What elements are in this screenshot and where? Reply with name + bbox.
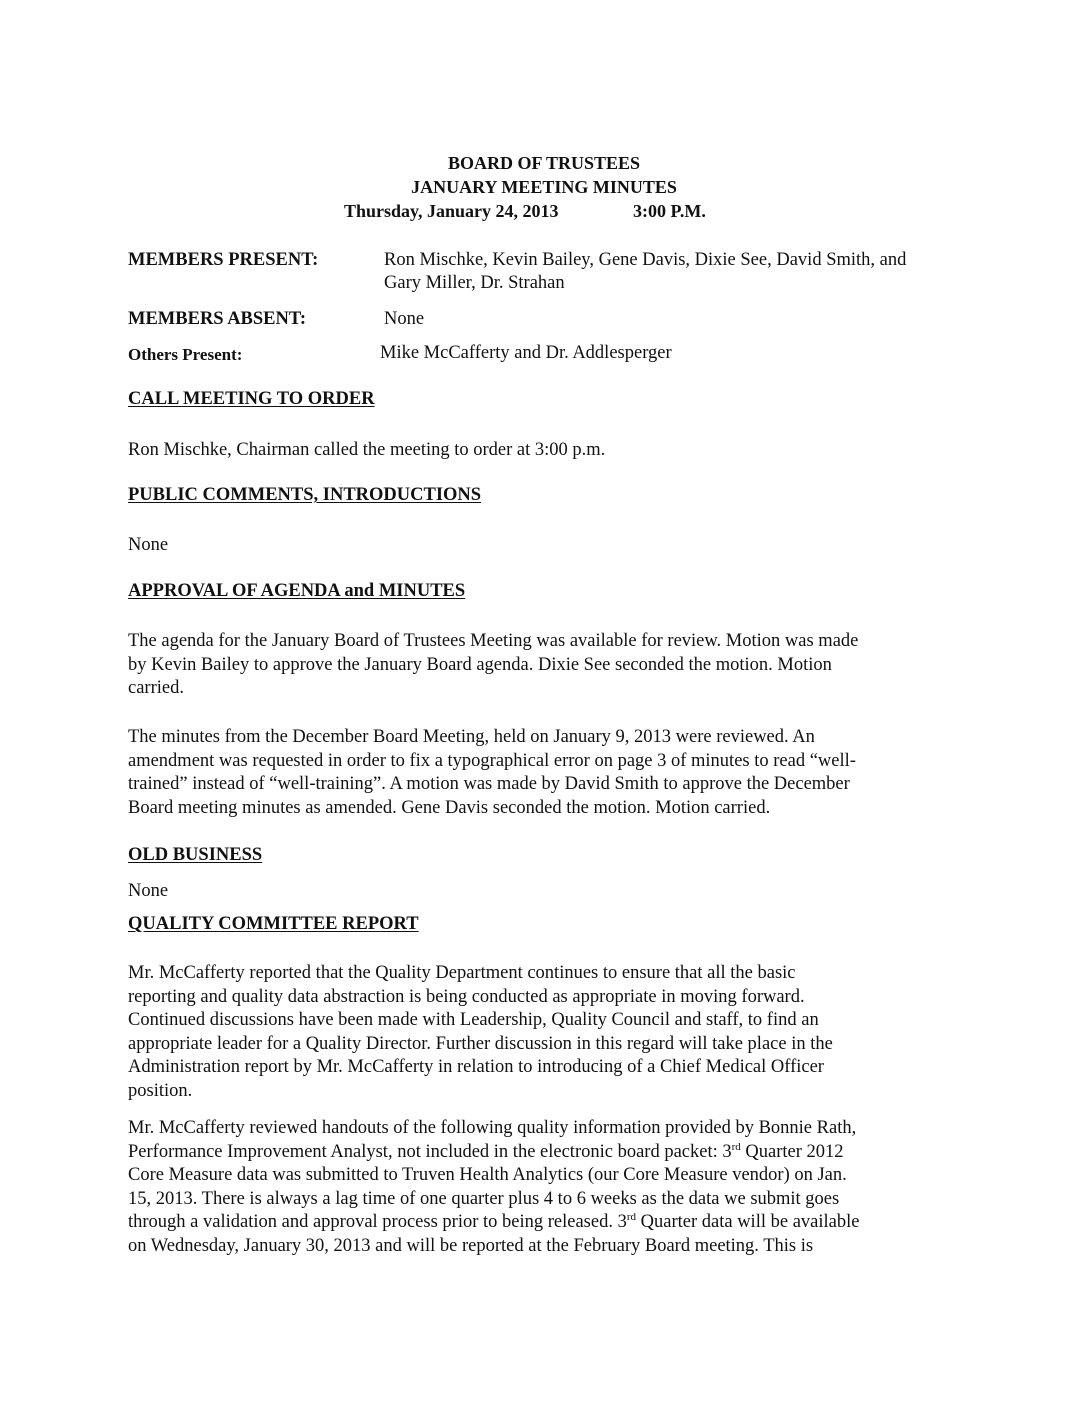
heading-call-to-order: CALL MEETING TO ORDER	[128, 389, 375, 409]
title-board: BOARD OF TRUSTEES	[447, 153, 641, 173]
members-absent-value: None	[384, 309, 425, 329]
paragraph-line: position.	[128, 1080, 193, 1101]
paragraph-line: The agenda for the January Board of Trustees Meeting was available for review. Motion was made	[128, 631, 859, 651]
others-present-label: Others Present:	[128, 345, 243, 364]
members-present-line1: Ron Mischke, Kevin Bailey, Gene Davis, Dixie See, David Smith, and	[384, 250, 907, 270]
paragraph-line	[128, 1141, 944, 1165]
meeting-time: 3:00 P.M.	[633, 201, 706, 221]
paragraph-line: carried.	[128, 678, 184, 699]
line-text: Quarter 2012	[740, 1141, 844, 1162]
quality-paragraph-1	[128, 962, 944, 1104]
line-text: Performance Improvement Analyst, not included in the electronic board packet: 3	[128, 1141, 732, 1162]
paragraph-line: 15, 2013. There is always a lag time of one quarter plus 4 to 6 weeks as the data we submit goes	[128, 1188, 840, 1209]
paragraph-line: The minutes from the December Board Meeting, held on January 9, 2013 were reviewed. An	[128, 727, 815, 747]
others-present-value: Mike McCafferty and Dr. Addlesperger	[380, 343, 672, 363]
document-title	[0, 151, 1088, 199]
members-present-line2: Gary Miller, Dr. Strahan	[384, 273, 565, 293]
heading-old-business: OLD BUSINESS	[128, 845, 263, 865]
approval-paragraph-1	[128, 630, 944, 701]
old-business-text: None	[128, 881, 169, 901]
paragraph-line: Administration report by Mr. McCafferty in relation to introducing of a Chief Medical Officer	[128, 1057, 824, 1078]
members-absent-label: MEMBERS ABSENT:	[128, 309, 307, 329]
paragraph-line	[128, 1211, 944, 1235]
heading-approval: APPROVAL OF AGENDA and MINUTES	[128, 581, 466, 601]
paragraph-line: Continued discussions have been made with Leadership, Quality Council and staff, to find an	[128, 1010, 819, 1031]
heading-public-comments: PUBLIC COMMENTS, INTRODUCTIONS	[128, 485, 482, 505]
line-text: through a validation and approval process prior to being released. 3	[128, 1212, 627, 1233]
paragraph-line: amendment was requested in order to fix a typographical error on page 3 of minutes to read “well-	[128, 750, 856, 771]
public-comments-text: None	[128, 535, 169, 555]
title-minutes: JANUARY MEETING MINUTES	[411, 177, 677, 197]
ordinal-suffix: rd	[626, 1211, 637, 1224]
meeting-date: Thursday, January 24, 2013	[344, 201, 559, 221]
paragraph-line: Core Measure data was submitted to Truven Health Analytics (our Core Measure vendor) on Jan.	[128, 1165, 847, 1186]
paragraph-line: on Wednesday, January 30, 2013 and will be reported at the February Board meeting. This is	[128, 1235, 814, 1256]
paragraph-line: Mr. McCafferty reviewed handouts of the following quality information provided by Bonnie Rath,	[128, 1118, 857, 1138]
paragraph-line: Board meeting minutes as amended. Gene Davis seconded the motion. Motion carried.	[128, 797, 771, 818]
paragraph-line: trained” instead of “well-training”. A motion was made by David Smith to approve the December	[128, 774, 850, 795]
paragraph-line: Mr. McCafferty reported that the Quality Department continues to ensure that all the basic	[128, 963, 796, 983]
approval-paragraph-2	[128, 726, 944, 820]
call-to-order-text: Ron Mischke, Chairman called the meeting to order at 3:00 p.m.	[128, 440, 606, 460]
line-text: Quarter data will be available	[636, 1212, 860, 1233]
heading-quality-committee: QUALITY COMMITTEE REPORT	[128, 914, 419, 934]
paragraph-line: reporting and quality data abstraction is being conducted as appropriate in moving forward.	[128, 986, 805, 1007]
members-present-label: MEMBERS PRESENT:	[128, 250, 319, 270]
quality-paragraph-2	[128, 1117, 944, 1259]
paragraph-line: appropriate leader for a Quality Director. Further discussion in this regard will take place in the	[128, 1033, 833, 1054]
ordinal-suffix: rd	[731, 1140, 741, 1153]
paragraph-line: by Kevin Bailey to approve the January Board agenda. Dixie See seconded the motion. Motion	[128, 654, 832, 675]
